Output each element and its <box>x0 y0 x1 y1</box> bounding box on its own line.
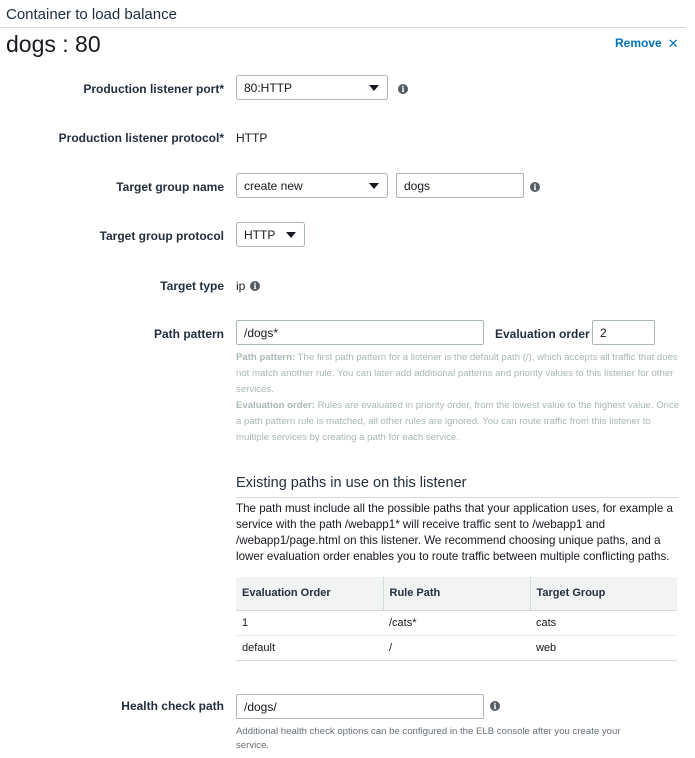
divider <box>0 27 686 28</box>
target-type-value: ip <box>236 279 246 293</box>
chevron-down-icon <box>286 232 296 238</box>
health-check-path-label: Health check path <box>121 699 224 713</box>
existing-paths-description: The path must include all the possible paths that your application uses, for example a service with the path /webapp1* will receive traffic sent to /webapp1 and /webapp1/page.html on this listener. We recommend choosing unique paths, and a lower evaluation order enables you to route traffic between multiple conflicting paths. <box>236 502 673 563</box>
table-cell: web <box>530 635 677 660</box>
table-row <box>236 610 677 635</box>
table-row <box>236 635 677 660</box>
production-listener-protocol-label: Production listener protocol* <box>58 131 224 145</box>
table-header-row <box>236 577 677 610</box>
production-listener-port-label: Production listener port* <box>83 82 224 96</box>
target-group-protocol-select[interactable] <box>236 222 305 247</box>
table-cell: 1 <box>236 610 383 635</box>
evaluation-order-input[interactable] <box>592 320 655 345</box>
path-pattern-input[interactable] <box>236 320 484 345</box>
existing-paths-heading: Existing paths in use on this listener <box>236 475 467 491</box>
close-icon: ✕ <box>667 35 679 51</box>
chevron-down-icon <box>369 85 379 91</box>
info-icon[interactable]: i <box>530 182 540 192</box>
table-cell: /cats* <box>383 610 530 635</box>
help-eval-text: Rules are evaluated in priority order, from the lowest value to the highest value. Once a path pattern rule is matched, all other rules are ignored. You can route traffic from this listener to multiple services by creating a path for each service. <box>236 400 680 443</box>
container-title: dogs : 80 <box>6 31 101 57</box>
remove-button[interactable] <box>615 36 679 50</box>
target-group-name-label: Target group name <box>116 180 224 194</box>
section-title: Container to load balance <box>6 6 177 23</box>
target-group-name-select-value: create new <box>244 178 303 193</box>
column-header: Target Group <box>530 577 677 610</box>
divider <box>236 497 678 498</box>
column-header: Evaluation Order <box>236 577 383 610</box>
remove-label: Remove <box>615 36 662 50</box>
column-header: Rule Path <box>383 577 530 610</box>
evaluation-order-label: Evaluation order <box>495 327 590 341</box>
table-cell: / <box>383 635 530 660</box>
health-check-path-input[interactable] <box>236 694 484 719</box>
chevron-down-icon <box>369 183 379 189</box>
table-cell: cats <box>530 610 677 635</box>
health-check-path-value: /dogs/ <box>244 699 277 714</box>
path-pattern-help <box>236 350 681 398</box>
path-pattern-value: /dogs* <box>244 325 279 340</box>
info-icon[interactable]: i <box>490 701 500 711</box>
help-eval-title: Evaluation order: <box>236 400 315 411</box>
info-icon[interactable]: i <box>250 281 260 291</box>
help-path-text: The first path pattern for a listener is the default path (/), which accepts all traffic that does not match another rule. You can later add additional patterns and priority values to this listener for other services. <box>236 352 678 395</box>
existing-paths-table <box>236 577 677 661</box>
target-group-name-input[interactable] <box>396 173 524 198</box>
health-check-help: Additional health check options can be configured in the ELB console after you create your service. <box>236 726 621 751</box>
evaluation-order-value: 2 <box>600 325 607 340</box>
target-group-protocol-label: Target group protocol <box>99 229 224 243</box>
info-icon[interactable]: i <box>398 84 408 94</box>
target-type-label: Target type <box>160 279 224 293</box>
target-group-protocol-value: HTTP <box>244 227 276 242</box>
production-listener-port-value: 80:HTTP <box>244 80 293 95</box>
production-listener-protocol-value: HTTP <box>236 131 268 145</box>
help-path-title: Path pattern: <box>236 352 296 363</box>
evaluation-order-help <box>236 398 681 446</box>
production-listener-port-select[interactable] <box>236 75 388 100</box>
target-group-name-input-value: dogs <box>404 178 431 193</box>
table-cell: default <box>236 635 383 660</box>
target-group-name-select[interactable] <box>236 173 388 198</box>
path-pattern-label: Path pattern <box>153 327 224 341</box>
